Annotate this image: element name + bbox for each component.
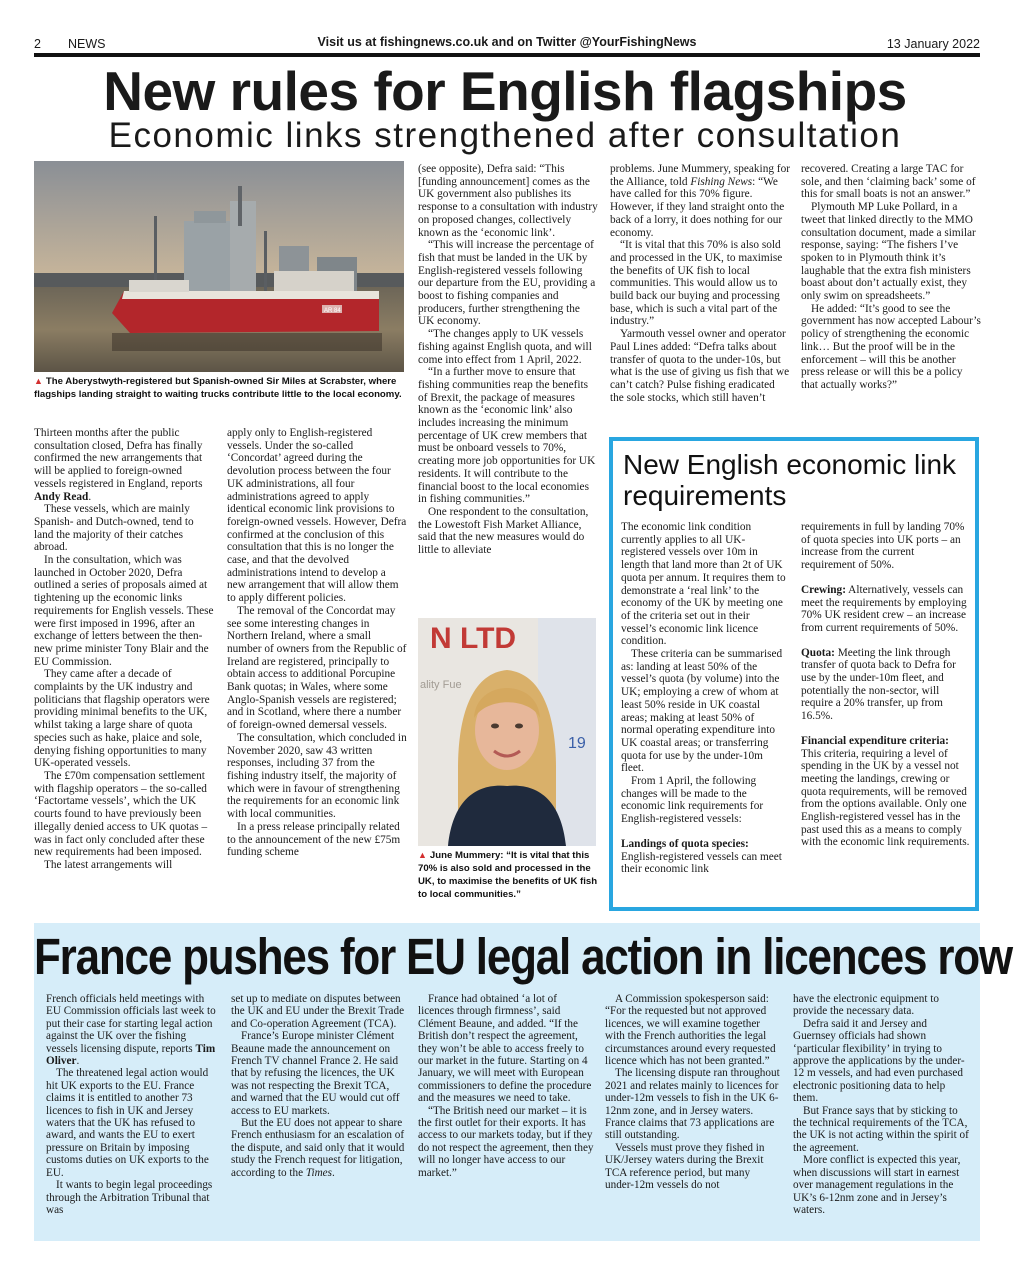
sidebar-paragraph: Crewing: Alternatively, vessels can meet the requirements by employing 70% UK resident crew – an increase from current requirements of 50%.	[801, 583, 967, 634]
france-column-4	[605, 993, 781, 1235]
caption-marker-icon: ▲	[34, 376, 43, 386]
france-paragraph: French officials held meetings with EU Commission officials last week to put their case for starting legal action against the UK over the fishing vessels licensing dispute, reports Tim Oliver.	[46, 993, 216, 1068]
article-paragraph: In a press release principally related to the announcement of the new £75m funding scheme	[227, 820, 401, 859]
sidebar-subhead-financial: Financial expenditure criteria:	[801, 734, 949, 747]
article-paragraph: (see opposite), Defra said: “This [funding announcement] comes as the UK government also publishes its response to a consultation with industry on proposed changes, collectively known as the ‘economic link’.	[418, 163, 598, 239]
sign-lettering-3: 19	[568, 735, 586, 752]
newspaper-name: Times	[305, 1166, 332, 1179]
article-column-2	[227, 427, 407, 915]
article-paragraph: The latest arrangements will	[44, 858, 173, 871]
france-paragraph: Vessels must prove they fished in UK/Jersey waters during the Brexit TCA reference period, but many under-12m vessels do not	[605, 1141, 765, 1192]
harbour-photo-caption: ▲ The Aberystwyth-registered but Spanish-owned Sir Miles at Scrabster, where flagships landing straight to waiting trucks contribute little to the local economy.	[34, 376, 402, 400]
france-paragraph: have the electronic equipment to provide the necessary data.	[793, 993, 940, 1018]
section-label: NEWS	[68, 37, 106, 51]
article-paragraph: recovered. Creating a large TAC for sole, and then ‘claiming back’ some of this for small boats is not an answer.”	[801, 163, 976, 201]
sidebar-paragraph: Quota: Meeting the link through transfer of quota back to Defra for use by the under-10m fleet, and potentially the non-sector, will require a 20% transfer, up from 16.5%.	[801, 646, 956, 723]
visit-line[interactable]: Visit us at fishingnews.co.uk and on Twitter @YourFishingNews	[317, 35, 697, 49]
publication-name: Fishing News	[690, 175, 753, 188]
article-column-1	[34, 427, 214, 915]
sidebar-column-2	[801, 521, 971, 909]
portrait-photo	[418, 618, 596, 846]
sign-lettering-2: ality Fue	[420, 679, 462, 691]
header-rule	[34, 53, 980, 57]
byline-author: Andy Read	[34, 490, 89, 503]
article-paragraph: Yarmouth vessel owner and operator Paul Lines added: “Defra talks about transfer of quota to the under-10s, but what is the use of giving us fish that we can’t catch? Pulse fishing eradicated the sole stocks, which still haven’t	[610, 328, 790, 404]
france-paragraph: France had obtained ‘a lot of licences through firmness’, said Clément Beaune, and added. “If the British don’t respect the agreement, they won’t be able to access freely to our market in the future. Starting on 4 January, we will meet with European commissioners to define the procedure and the measures we need to take.	[418, 993, 592, 1105]
issue-date: 13 January 2022	[886, 37, 980, 51]
economic-link-sidebar	[609, 437, 979, 911]
article-column-4	[610, 163, 790, 429]
sidebar-paragraph: Financial expenditure criteria: This criteria, requiring a level of spending in the UK by a vessel not meeting the landings, crewing or quota requirements, will be removed from the options available. Only one English-registered vessel has in the past used this as a means to comply with the economic link requirements.	[801, 734, 970, 849]
article-paragraph: Plymouth MP Luke Pollard, in a tweet that linked directly to the MMO consultation document, made a similar response, saying: “The fishers I’ve spoken to in Plymouth think it’s laughable that the extra fish ministers boast about don’t actually exist, they only swim on spreadsheets.”	[801, 201, 976, 303]
article-paragraph: apply only to English-registered vessels. Under the so-called ‘Concordat’ agreed during the devolution process between the four UK administrations, all four administrations agreed to apply identical economic link provisions to foreign-owned vessels. However, Defra confirmed at the conclusion of this consultation that this is no longer the case, and that the devolved administrations intend to develop a new arrangement that will allow them to apply different policies.	[227, 427, 407, 605]
headline: New rules for English flagships	[103, 60, 907, 122]
article-paragraph: The £70m compensation settlement with flagship operators – the so-called ‘Factortame vessels’, which the UK courts found to have previously been illegally denied access to UK quotas – was in fact only concluded after these new requirements had been imposed.	[34, 769, 208, 859]
sidebar-paragraph: requirements in full by landing 70% of quota species into UK ports – an increase from the current requirement of 50%.	[801, 521, 965, 572]
france-paragraph: Defra said it and Jersey and Guernsey officials had shown ‘particular flexibility’ in trying to approve the applications by the under-12 m vessels, and had even purchased electronic positioning data to help them.	[793, 1017, 965, 1105]
vessel-registration: AR 84	[324, 308, 341, 314]
harbour-photo-illustration	[34, 161, 404, 372]
sidebar-paragraph: These criteria can be summarised as: landing at least 50% of the vessel’s quota (by volume) into the UK; employing a crew of whom at least 50% reside in UK coastal areas; making at least 50% of normal operating expenditure into UK coastal areas; or transferring quota for use by the under-10m fleet.	[621, 648, 783, 775]
france-paragraph: It wants to begin legal proceedings through the Arbitration Tribunal that was	[46, 1179, 213, 1216]
france-paragraph: More conflict is expected this year, when discussions will start in earnest over management regulations in the UK’s 6-12nm zone and in Jersey’s waters.	[793, 1154, 961, 1216]
article-paragraph: Thirteen months after the public consultation closed, Defra has finally confirmed the new arrangements that will be applied to foreign-owned vessels registered in England, reports Andy Read.	[34, 427, 203, 503]
france-column-5	[793, 993, 969, 1235]
france-paragraph: The licensing dispute ran throughout 2021 and relates mainly to licences for under-12m vessels to fish in the UK 6-12nm zone, and in Jersey waters. France claims that 73 applications are still outstanding.	[605, 1067, 780, 1142]
article-paragraph: The removal of the Concordat may see some interesting changes in Northern Ireland, where a small number of owners from the Republic of Ireland are registered, principally to obtain access to additional Porcupine Bank quotas; in Wales, where some Anglo-Spanish vessels are registered; and in Scotland, where there a number of foreign-owned demersal vessels.	[227, 604, 407, 732]
article-paragraph: “The changes apply to UK vessels fishing against English quota, and will come into effect from 1 April, 2022.	[418, 328, 592, 366]
france-paragraph: A Commission spokesperson said: “For the requested but not approved licences, we will examine together with the French authorities the legal circumstances around every requested licence which has not been granted.”	[605, 993, 776, 1068]
caption-marker-icon: ▲	[418, 850, 427, 860]
subheadline: Economic links strengthened after consultation	[108, 116, 902, 155]
article-paragraph: One respondent to the consultation, the Lowestoft Fish Market Alliance, said that the new measures would do little to alleviate	[418, 505, 589, 557]
article-paragraph: These vessels, which are mainly Spanish- and Dutch-owned, tend to land the majority of their catches abroad.	[34, 503, 194, 554]
article-paragraph: They came after a decade of complaints by the UK industry and politicians that flagship operators were providing minimal benefits to the UK, whilst taking a large share of quota species such as hake, plaice and sole, denying fishing opportunities to many UK-operated vessels.	[34, 668, 210, 770]
sidebar-paragraph: From 1 April, the following changes will be made to the economic link requirements for English-registered vessels:	[621, 775, 764, 826]
portrait-photo-caption: ▲ June Mummery: “It is vital that this 70% is also sold and processed in the UK, to maximise the benefits of UK fish to local communities.”	[418, 850, 598, 900]
sidebar-subhead-landings: Landings of quota species:	[621, 837, 749, 850]
france-paragraph: set up to mediate on disputes between the UK and EU under the Brexit Trade and Co-operation Agreement (TCA).	[231, 993, 405, 1030]
france-headline: France pushes for EU legal action in licences row	[34, 929, 1012, 986]
article-paragraph: He added: “It’s good to see the government has now accepted Labour’s policy of strengthening the economic link… But the proof will be in the enforcement – will this be another press release or will this be a policy that actually works?”	[801, 302, 981, 391]
article-column-5	[801, 163, 981, 429]
article-paragraph: “It is vital that this 70% is also sold and processed in the UK, to maximise the benefits of UK fish to local communities. This would allow us to build back our buying and processing base, which is such a vital part of the industry.”	[610, 239, 783, 328]
sidebar-subhead-quota: Quota:	[801, 646, 835, 659]
france-column-3	[418, 993, 594, 1235]
france-byline-author: Tim Oliver	[46, 1042, 216, 1068]
sidebar-paragraph: The economic link condition currently applies to all UK-registered vessels over 10m in length that land more than 2t of UK quota per annum. It requires them to demonstrate a ‘real link’ to the economy of the UK by meeting one of the criteria set out in their vessel’s economic link licence condition.	[621, 521, 786, 648]
harbour-photo	[34, 161, 404, 372]
article-paragraph: In the consultation, which was launched in October 2020, Defra outlined a series of proposals aimed at tightening up the economic links requirements for English vessels. These were first imposed in 1996, after an exchange of letters between the then-new prime minister Tony Blair and the EU Commission.	[34, 554, 214, 668]
article-paragraph: The consultation, which concluded in November 2020, saw 43 written responses, including 37 from the fishing industry itself, the majority of which were in favour of strengthening the requirements for an economic link with local communities.	[227, 731, 407, 821]
sidebar-column-1	[621, 521, 787, 909]
france-story	[34, 923, 1012, 1241]
article-column-3	[418, 163, 598, 615]
sidebar-subhead-crewing: Crewing:	[801, 583, 846, 596]
france-paragraph: But France says that by sticking to the technical requirements of the TCA, the UK is not acting within the spirit of the agreement.	[793, 1104, 969, 1154]
france-paragraph: The threatened legal action would hit UK exports to the EU. France claims it is entitled to another 73 licences to fish in UK and Jersey waters that the UK has refused to award, and wants the EU to exert pressure on Britain by imposing customs duties on UK exports to the EU.	[46, 1067, 209, 1179]
page-header	[34, 34, 980, 54]
sign-lettering-1: N LTD	[430, 622, 517, 655]
page-number: 2	[34, 37, 41, 51]
france-paragraph: But the EU does not appear to share French enthusiasm for an escalation of the dispute, and said only that it would study the French request for litigation, according to the Times.	[231, 1117, 405, 1179]
france-paragraph: France’s Europe minister Clément Beaune made the announcement on French TV channel France 2. He said that by refusing the licences, the UK was not respecting the Brexit TCA, and warned that the EU would cut off access to EU markets.	[231, 1030, 400, 1117]
article-paragraph: problems. June Mummery, speaking for the Alliance, told Fishing News: “We have called for this 70% figure. However, if they land straight onto the back of a lorry, it does nothing for our economy.	[610, 163, 790, 239]
france-paragraph: “The British need our market – it is the first outlet for their exports. It has access to our markets today, but if they do not respect the agreement, then they will no longer have access to our market.”	[418, 1104, 594, 1179]
article-paragraph: “This will increase the percentage of fish that must be landed in the UK by English-registered vessels following our departure from the EU, providing a boost to fishing companies and producers, further strengthening the UK economy.	[418, 239, 596, 328]
france-column-1	[46, 993, 218, 1235]
france-column-2	[231, 993, 407, 1235]
sidebar-paragraph: Landings of quota species: English-registered vessels can meet their economic link	[621, 837, 782, 876]
portrait-photo-illustration	[418, 618, 596, 846]
article-paragraph: “In a further move to ensure that fishing communities reap the benefits of Brexit, the package of measures known as the ‘economic link’ also includes increasing the minimum percentage of UK crew members that must be onboard vessels to 70%, creating more job opportunities for UK residents. It will contribute to the financial boost to the local economies in fishing communities.”	[418, 366, 596, 506]
sidebar-title: New English economic link requirements	[623, 449, 957, 511]
